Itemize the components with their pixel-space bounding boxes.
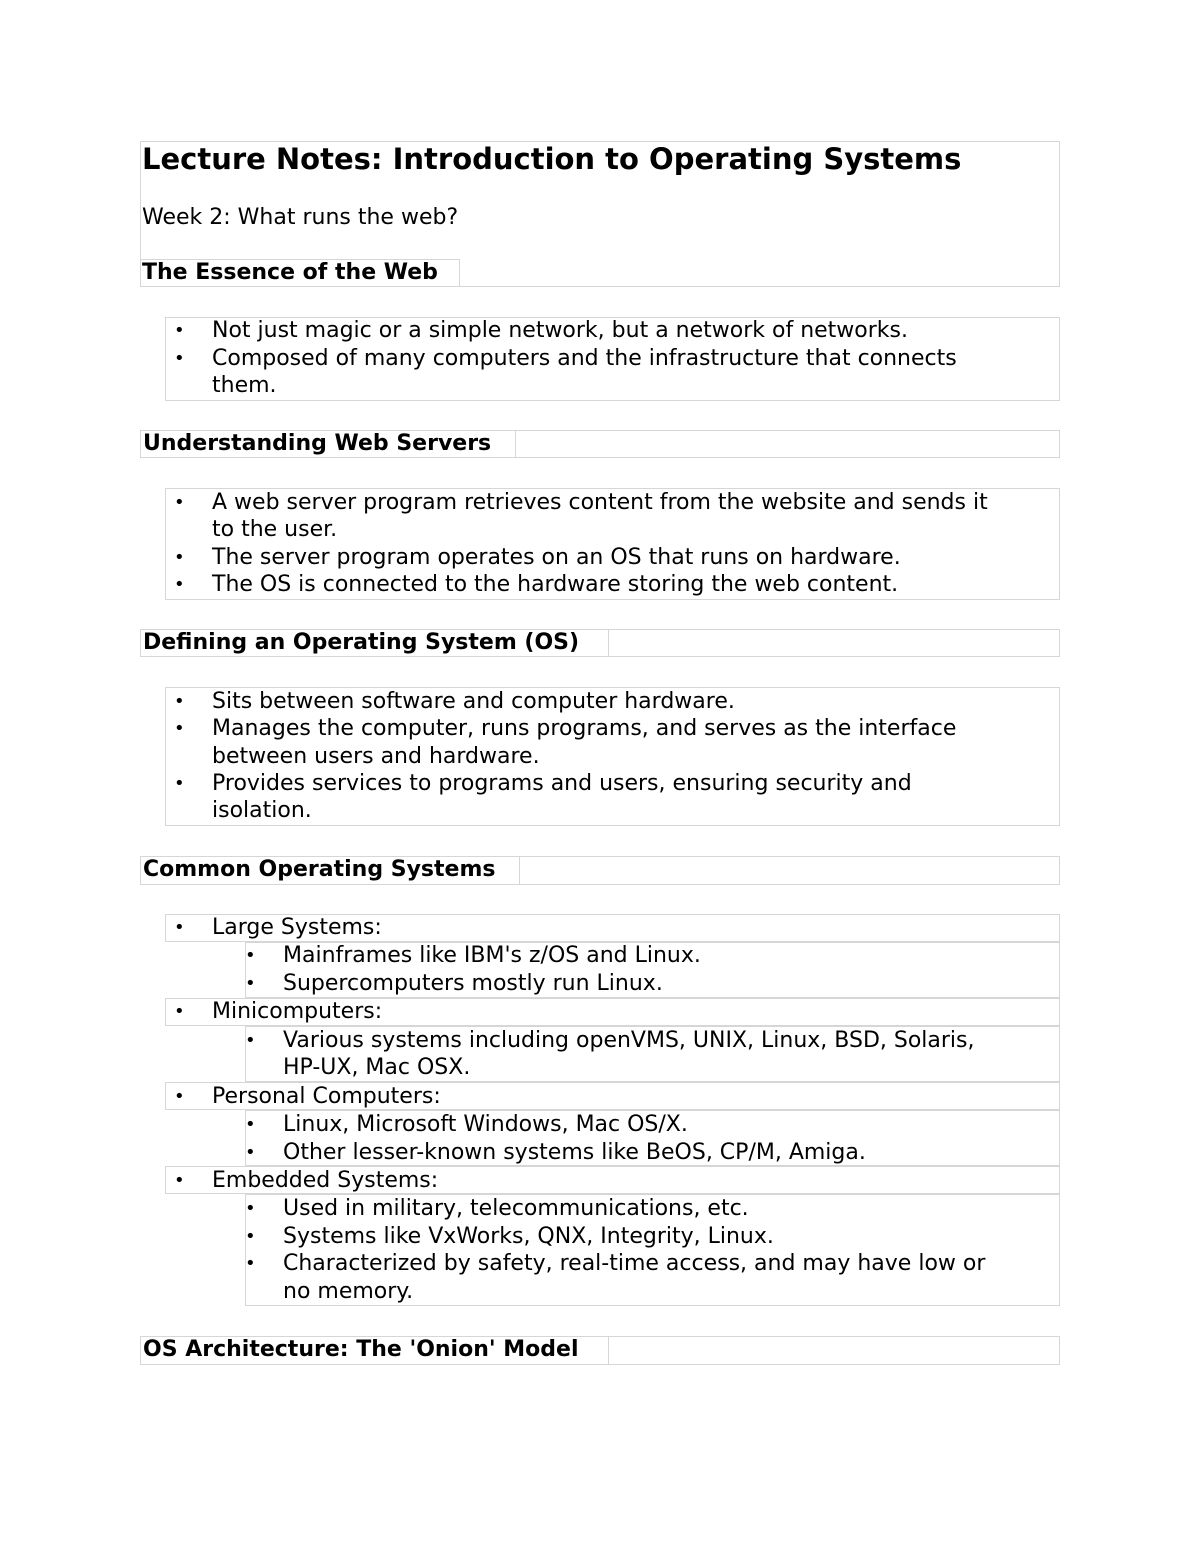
list-item-continued: them. <box>212 373 277 398</box>
list-item-continued: between users and hardware. <box>212 744 540 769</box>
group-label-minicomputers: Minicomputers: <box>212 999 383 1024</box>
bullet-icon: • <box>245 1030 256 1051</box>
bullet-icon: • <box>245 1253 256 1274</box>
list-item: Characterized by safety, real-time access, and may have low or <box>283 1251 986 1276</box>
list-item: Composed of many computers and the infrastructure that connects <box>212 346 957 371</box>
list-item: Systems like VxWorks, QNX, Integrity, Linux. <box>283 1224 774 1249</box>
bullet-icon: • <box>174 917 185 938</box>
list-item: Mainframes like IBM's z/OS and Linux. <box>283 943 701 968</box>
bullet-icon: • <box>174 547 185 568</box>
bullet-icon: • <box>174 348 185 369</box>
bullet-icon: • <box>245 1114 256 1135</box>
list-item: The OS is connected to the hardware storing the web content. <box>212 572 899 597</box>
list-item-continued: isolation. <box>212 798 312 823</box>
page-subtitle: Week 2: What runs the web? <box>142 205 459 230</box>
bullet-icon: • <box>174 691 185 712</box>
list-item-continued: HP-UX, Mac OSX. <box>283 1055 471 1080</box>
section-heading-essence: The Essence of the Web <box>142 260 438 285</box>
list-item-continued: no memory. <box>283 1279 414 1304</box>
bullet-icon: • <box>174 492 185 513</box>
bullet-icon: • <box>174 1001 185 1022</box>
section-heading-common-os: Common Operating Systems <box>143 857 496 882</box>
section-heading-web-servers: Understanding Web Servers <box>143 431 492 456</box>
list-item: Sits between software and computer hardware. <box>212 689 735 714</box>
section-heading-os-architecture: OS Architecture: The 'Onion' Model <box>143 1337 579 1362</box>
bullet-icon: • <box>245 973 256 994</box>
bullet-icon: • <box>245 1226 256 1247</box>
bullet-icon: • <box>174 773 185 794</box>
page-title: Lecture Notes: Introduction to Operating Systems <box>142 142 962 176</box>
list-item: Provides services to programs and users, ensuring security and <box>212 771 912 796</box>
group-label-embedded-systems: Embedded Systems: <box>212 1168 439 1193</box>
section-heading-define-os: Defining an Operating System (OS) <box>143 630 580 655</box>
group-label-large-systems: Large Systems: <box>212 915 382 940</box>
list-item: Used in military, telecommunications, etc. <box>283 1196 749 1221</box>
list-item: A web server program retrieves content from the website and sends it <box>212 490 988 515</box>
list-item-continued: to the user. <box>212 517 338 542</box>
bullet-icon: • <box>174 320 185 341</box>
list-item: Supercomputers mostly run Linux. <box>283 971 663 996</box>
bullet-icon: • <box>174 1170 185 1191</box>
list-item: Various systems including openVMS, UNIX, Linux, BSD, Solaris, <box>283 1028 975 1053</box>
bullet-icon: • <box>174 574 185 595</box>
bullet-icon: • <box>245 945 256 966</box>
list-item: Manages the computer, runs programs, and serves as the interface <box>212 716 957 741</box>
list-item: Linux, Microsoft Windows, Mac OS/X. <box>283 1112 688 1137</box>
list-item: Other lesser-known systems like BeOS, CP/M, Amiga. <box>283 1140 866 1165</box>
bullet-icon: • <box>174 718 185 739</box>
bullet-icon: • <box>245 1198 256 1219</box>
list-item: Not just magic or a simple network, but a network of networks. <box>212 318 908 343</box>
list-item: The server program operates on an OS that runs on hardware. <box>212 545 901 570</box>
group-label-personal-computers: Personal Computers: <box>212 1084 441 1109</box>
bullet-icon: • <box>245 1142 256 1163</box>
bullet-icon: • <box>174 1086 185 1107</box>
